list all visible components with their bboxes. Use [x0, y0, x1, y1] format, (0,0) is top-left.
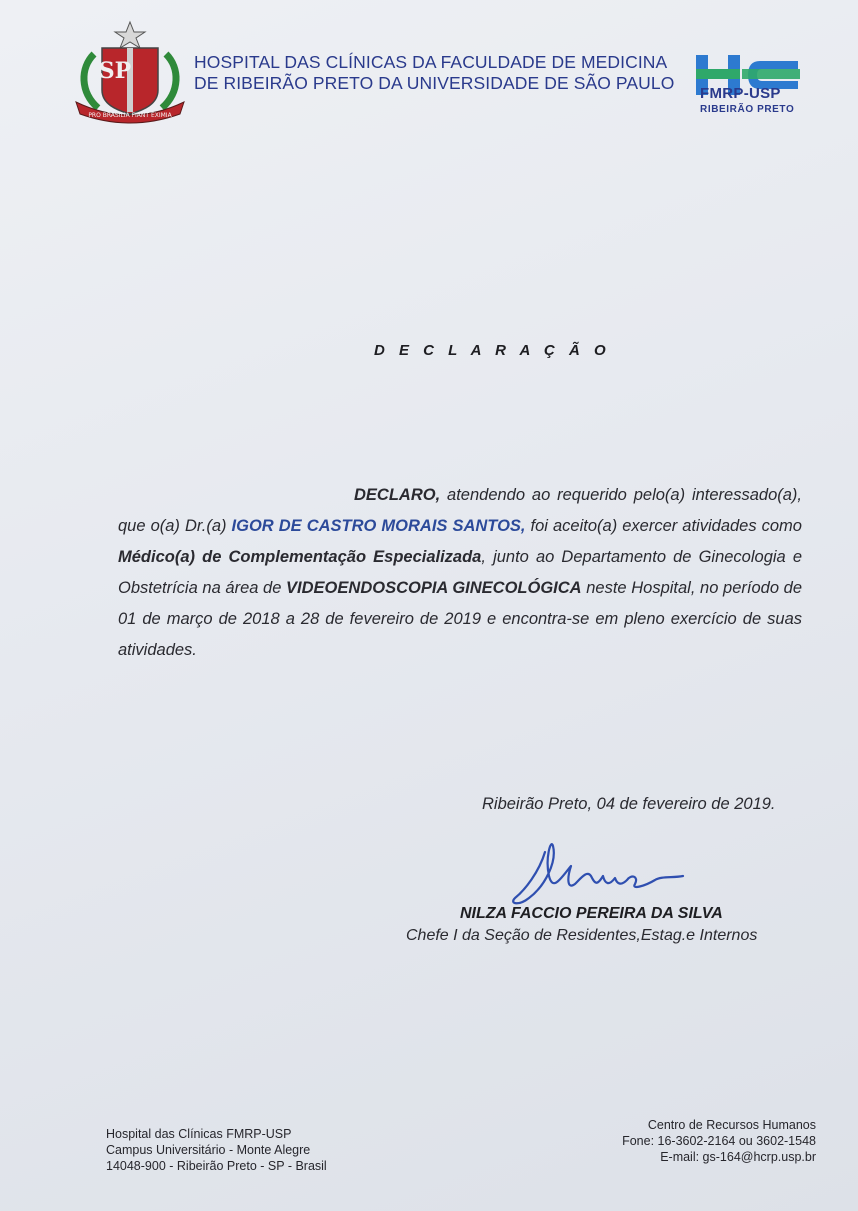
seal-laurel-right-icon — [162, 54, 176, 108]
paragraph-part-4: neste Hospital, no período de 01 de março de 2018 a 28 de fevereiro de 2019 e encontra-se em pleno exercício de suas atividades. — [118, 579, 802, 659]
specialty-area: VIDEOENDOSCOPIA GINECOLÓGICA — [286, 579, 582, 597]
signer-name: NILZA FACCIO PEREIRA DA SILVA — [460, 905, 723, 922]
position-title: Médico(a) de Complementação Especializada — [118, 548, 482, 566]
footer-left-line-1: Hospital das Clínicas FMRP-USP — [106, 1127, 292, 1141]
date-line: Ribeirão Preto, 04 de fevereiro de 2019. — [482, 795, 776, 813]
seal-letters: SP — [98, 58, 132, 84]
doctor-name: IGOR DE CASTRO MORAIS SANTOS, — [231, 517, 526, 535]
document-title: D E C L A R A Ç Ã O — [374, 342, 611, 359]
footer-right-line-2: Fone: 16-3602-2164 ou 3602-1548 — [622, 1134, 816, 1148]
paragraph-part-3: , junto ao Departamento de Ginecologia e Obstetrícia na área de — [118, 548, 803, 597]
paragraph-part-1: atendendo ao requerido pelo(a) interessado(a), que o(a) Dr.(a) — [118, 486, 802, 535]
seal-motto: PRO BRASILIA FIANT EXIMIA — [88, 112, 172, 119]
hc-location: RIBEIRÃO PRETO — [700, 104, 795, 115]
seal-laurel-left-icon — [84, 54, 98, 108]
sao-paulo-state-seal — [74, 20, 186, 124]
paragraph-part-2: foi aceito(a) exercer atividades como — [525, 517, 802, 535]
institution-line-1: HOSPITAL DAS CLÍNICAS DA FACULDADE DE MEDICINA — [194, 52, 668, 72]
institution-name — [194, 52, 674, 94]
signer-role: Chefe I da Seção de Residentes,Estag.e Internos — [406, 927, 758, 944]
footer-left-line-2: Campus Universitário - Monte Alegre — [106, 1143, 311, 1157]
declaration-paragraph — [118, 480, 802, 666]
footer-address — [106, 1126, 327, 1174]
seal-star-icon — [115, 22, 145, 48]
footer-contact — [622, 1117, 816, 1165]
handwritten-signature — [505, 832, 695, 912]
footer-right-line-3: E-mail: gs-164@hcrp.usp.br — [660, 1150, 816, 1164]
hc-subtitle: FMRP-USP — [700, 85, 781, 102]
hc-logo-text: HC — [694, 53, 696, 54]
footer-right-line-1: Centro de Recursos Humanos — [647, 1118, 816, 1132]
declaro-word: DECLARO, — [354, 486, 441, 504]
institution-line-2: DE RIBEIRÃO PRETO DA UNIVERSIDADE DE SÃO PAULO — [194, 73, 675, 93]
footer-left-line-3: 14048-900 - Ribeirão Preto - SP - Brasil — [106, 1159, 327, 1173]
